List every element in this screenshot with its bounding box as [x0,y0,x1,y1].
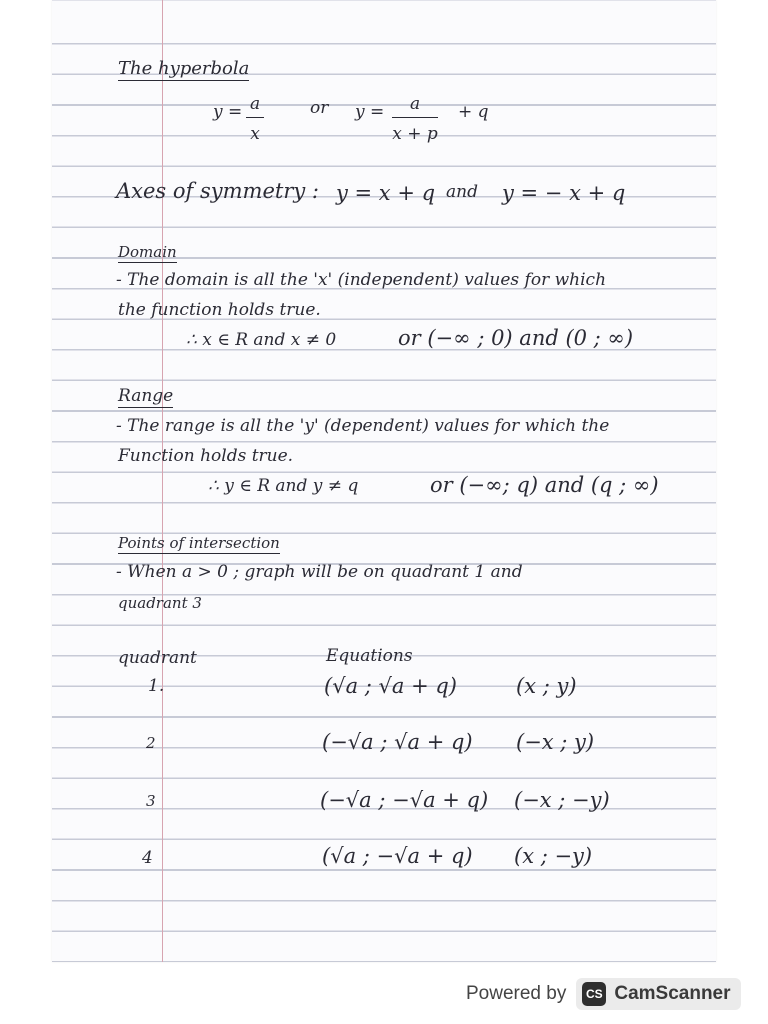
formula1-numerator: a [246,94,264,118]
camscanner-brand: CamScanner [614,983,731,1004]
powered-by-text: Powered by [466,983,567,1004]
formula2-tail: + q [458,102,489,122]
formula2-denominator: x + p [392,124,438,144]
poi-heading: Points of intersection [118,534,280,552]
table-row-2-point: (−x ; y) [516,730,595,754]
axes-and: and [446,182,478,202]
formula2-numerator: a [392,94,438,118]
table-row-2-quadrant: 2 [146,734,156,752]
domain-line-3b: or (−∞ ; 0) and (0 ; ∞) [398,326,634,350]
range-line-1: - The range is all the 'y' (dependent) values for which the [116,416,610,436]
formula1-lhs: y = [213,102,243,122]
poi-line-1: - When a > 0 ; graph will be on quadrant 1 and [116,562,523,582]
table-row-4-point: (x ; −y) [514,844,593,868]
table-row-3-quadrant: 3 [146,792,156,810]
domain-line-1: - The domain is all the 'x' (independent) values for which [116,270,607,290]
table-row-3-point: (−x ; −y) [514,788,610,812]
table-row-3-equation: (−√a ; −√a + q) [320,788,489,812]
domain-line-3a: ∴ x ∈ R and x ≠ 0 [186,330,337,350]
table-header-quadrant: quadrant [118,648,197,668]
range-line-3a: ∴ y ∈ R and y ≠ q [208,476,359,496]
camscanner-logo-icon: CS [582,982,606,1006]
table-row-2-equation: (−√a ; √a + q) [322,730,473,754]
camscanner-footer [466,976,741,1012]
camscanner-badge [576,978,740,1010]
axes-label: Axes of symmetry : [116,179,319,203]
axes-equation-1: y = x + q [336,181,436,205]
poi-line-2: quadrant 3 [118,594,202,612]
formula1-denominator: x [250,124,260,144]
table-row-1-equation: (√a ; √a + q) [324,674,458,698]
range-heading: Range [118,386,174,406]
or-word: or [310,98,329,118]
table-row-4-quadrant: 4 [142,848,153,868]
domain-heading: Domain [118,243,177,261]
page-title: The hyperbola [118,58,250,79]
margin-line [162,0,163,962]
axes-equation-2: y = − x + q [502,181,626,205]
formula1-fraction [246,94,264,144]
formula2-lhs: y = [355,102,385,122]
table-row-1-quadrant: 1. [148,676,165,696]
range-line-3b: or (−∞; q) and (q ; ∞) [430,473,659,497]
table-row-4-equation: (√a ; −√a + q) [322,844,473,868]
formula2-fraction [392,94,438,144]
range-line-2: Function holds true. [118,446,294,466]
table-header-equations: Equations [326,646,413,666]
table-row-1-point: (x ; y) [516,674,577,698]
domain-line-2: the function holds true. [118,300,321,320]
